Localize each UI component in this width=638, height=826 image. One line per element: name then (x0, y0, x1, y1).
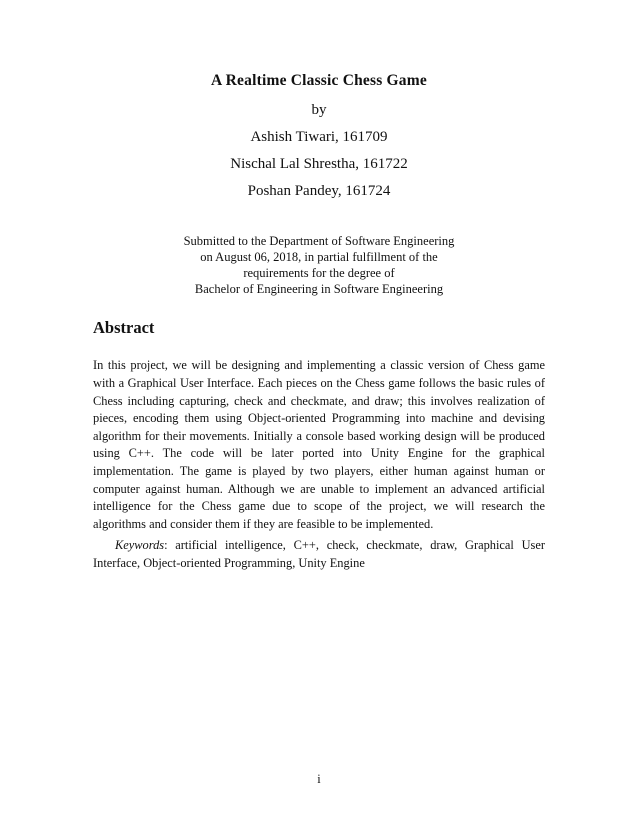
keywords-list: artificial intelligence, C++, check, checkmate, draw, Graphical User Interface, Object-oriented Programming, Unity Engine (93, 538, 545, 570)
author-1: Ashish Tiwari, 161709 (250, 129, 388, 145)
document-title: A Realtime Classic Chess Game (211, 72, 427, 89)
submission-line-3: requirements for the degree of (243, 266, 395, 280)
keywords-paragraph (93, 537, 545, 572)
by-line: by (311, 102, 327, 118)
abstract-body: In this project, we will be designing and implementing a classic version of Chess game with a Graphical User Interface. Each pieces on the Chess game follows the basic rules of Chess including capturing, check and checkmate, and draw; this involves realization of pieces, encoding them using Object-oriented Programming into machine and devising algorithm for their movements. Initially a console based working design will be produced using C++. The code will be later ported into Unity Engine for the graphical implementation. The game is played by two players, either human against human or computer against human. Although we are unable to implement an advanced artificial intelligence for the Chess game due to scope of the project, we will research the algorithms and consider them if they are feasible to be implemented. (93, 358, 545, 531)
submission-line-2: on August 06, 2018, in partial fulfillment of the (200, 250, 438, 264)
submission-line-4: Bachelor of Engineering in Software Engineering (194, 282, 444, 296)
keywords-separator: : (164, 538, 168, 553)
keywords-label: Keywords (115, 538, 165, 553)
submission-line-1: Submitted to the Department of Software Engineering (183, 234, 455, 248)
page-number: i (317, 772, 321, 786)
abstract-heading: Abstract (93, 318, 155, 337)
author-3: Poshan Pandey, 161724 (247, 183, 391, 199)
submission-statement (0, 233, 638, 297)
author-2: Nischal Lal Shrestha, 161722 (230, 156, 408, 172)
title-block (0, 72, 638, 200)
